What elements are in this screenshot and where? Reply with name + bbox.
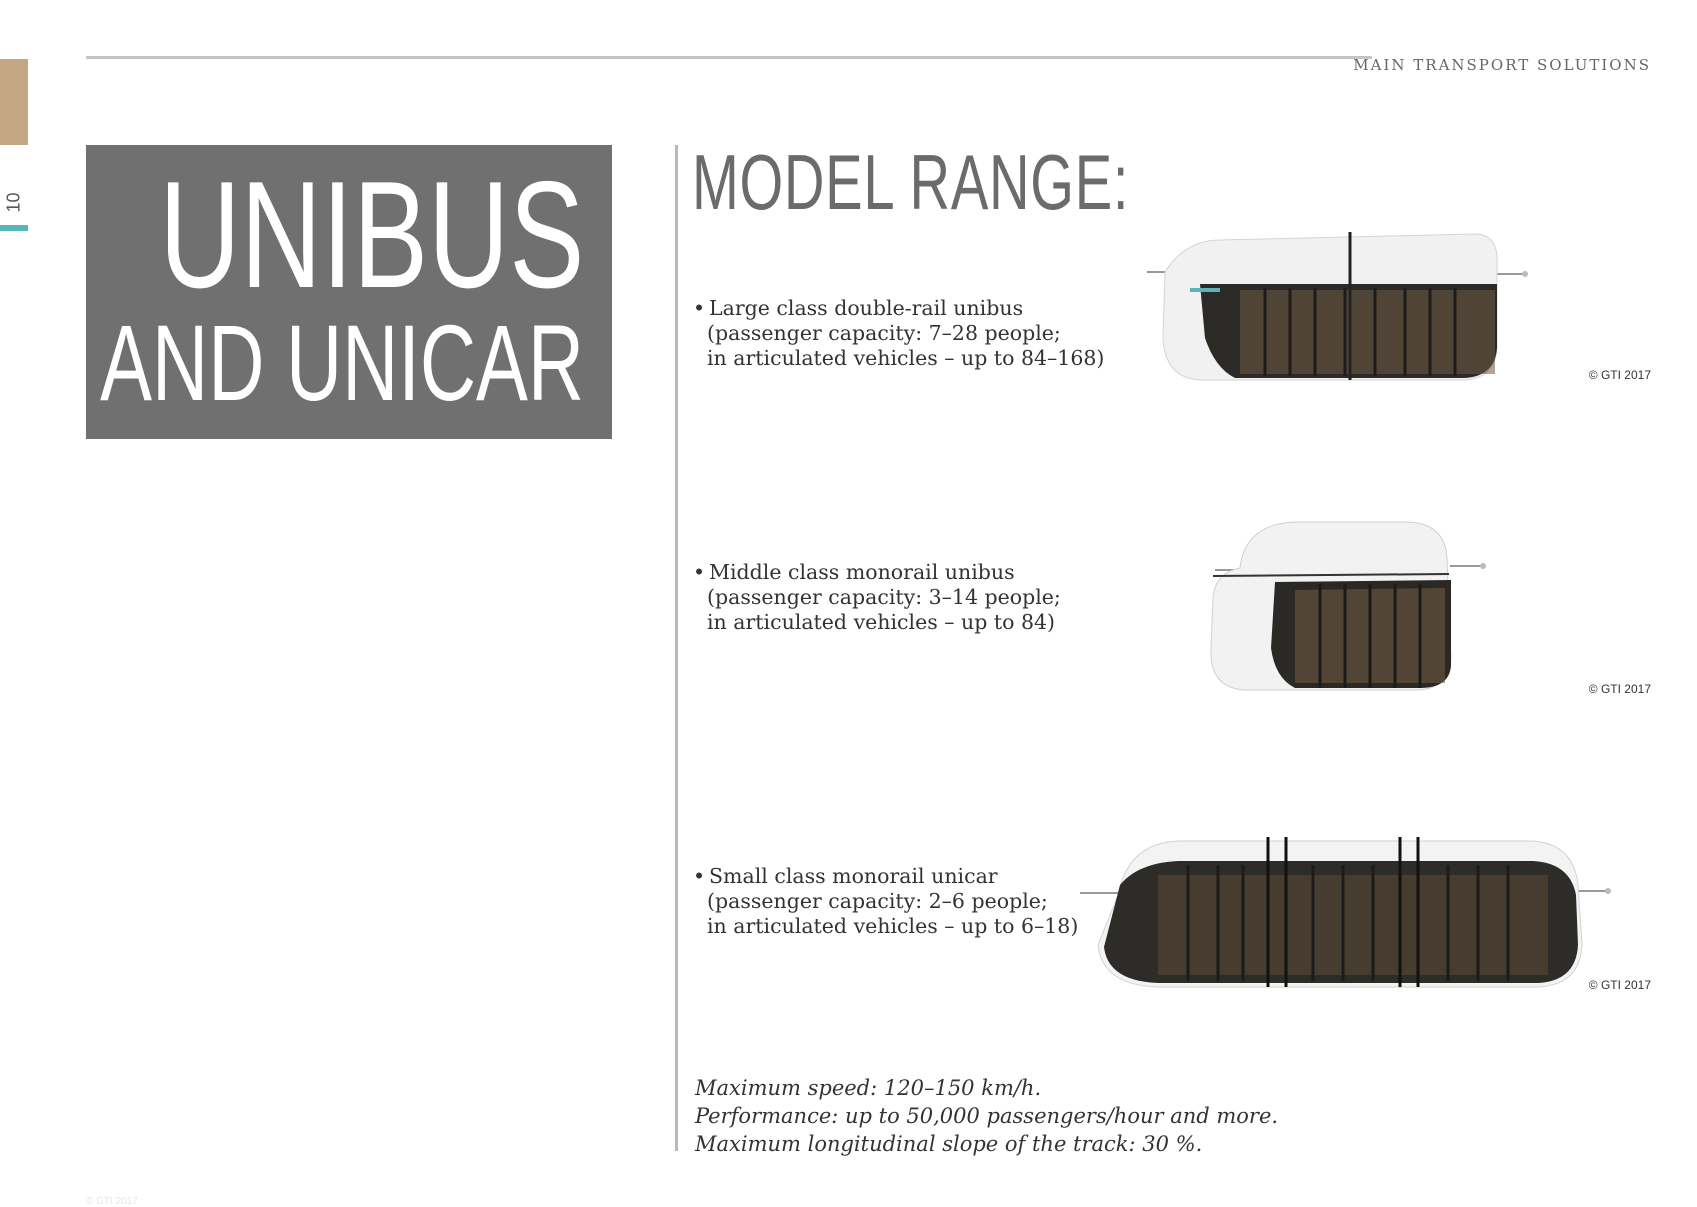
image-credit: © GTI 2017 (1588, 978, 1651, 992)
image-credit: © GTI 2017 (1588, 368, 1651, 382)
footer-credit: © GTI 2017 (86, 1196, 138, 1207)
model-large-articulated: in articulated vehicles – up to 84–168) (707, 346, 1105, 370)
image-credit: © GTI 2017 (1588, 682, 1651, 696)
model-large-name: Large class double-rail unibus (709, 296, 1024, 320)
large-unibus-image (1145, 228, 1535, 390)
bullet: • (693, 560, 706, 584)
header-section-label: MAIN TRANSPORT SOLUTIONS (1353, 56, 1651, 74)
model-middle-capacity: (passenger capacity: 3–14 people; (707, 585, 1061, 609)
small-unicar-image (1078, 835, 1618, 990)
middle-unibus-image (1205, 518, 1495, 698)
model-middle-name: Middle class monorail unibus (709, 560, 1015, 584)
spec-performance: Performance: up to 50,000 passengers/hour and more. (695, 1104, 1279, 1128)
title-line-2: AND UNICAR (100, 302, 584, 423)
model-middle-articulated: in articulated vehicles – up to 84) (707, 610, 1056, 634)
section-title: MODEL RANGE: (692, 138, 1130, 226)
vertical-divider (675, 145, 678, 1151)
spec-max-slope: Maximum longitudinal slope of the track: 30 %. (695, 1132, 1203, 1156)
page-marker (0, 225, 28, 231)
model-small-capacity: (passenger capacity: 2–6 people; (707, 889, 1048, 913)
title-line-1: UNIBUS (159, 150, 584, 320)
model-large-description (693, 296, 1104, 371)
page-number: 10 (3, 192, 24, 213)
header-rule (86, 56, 1372, 59)
model-small-description (693, 864, 1078, 939)
bullet: • (693, 864, 706, 888)
title-box (86, 145, 612, 439)
specifications (695, 1074, 1278, 1158)
bullet: • (693, 296, 706, 320)
model-middle-description (693, 560, 1061, 635)
model-large-capacity: (passenger capacity: 7–28 people; (707, 321, 1061, 345)
chapter-tab (0, 59, 28, 145)
model-small-articulated: in articulated vehicles – up to 6–18) (707, 914, 1079, 938)
model-small-name: Small class monorail unicar (709, 864, 998, 888)
spec-max-speed: Maximum speed: 120–150 km/h. (695, 1076, 1042, 1100)
